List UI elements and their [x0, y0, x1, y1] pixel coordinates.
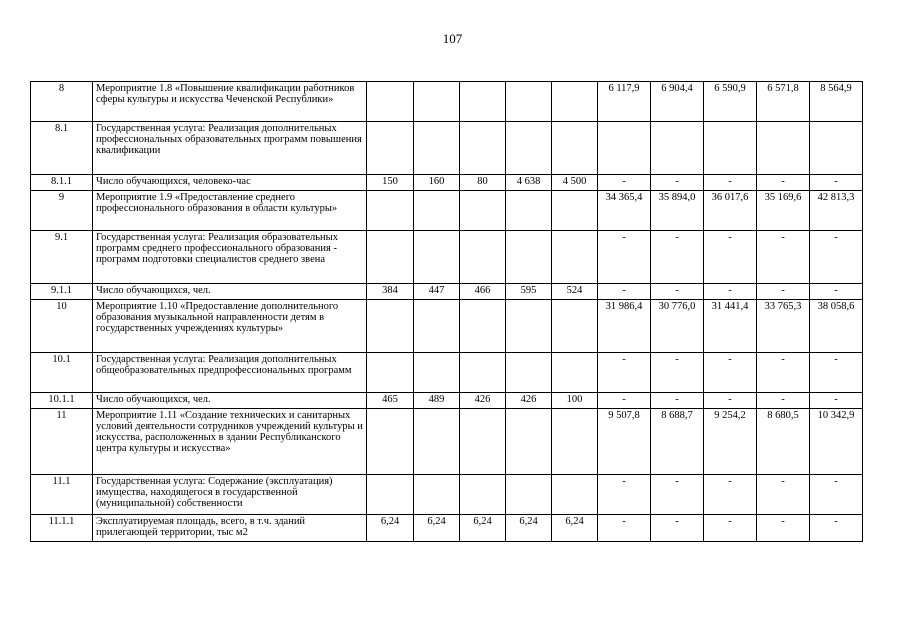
- funding-value: -: [651, 175, 704, 191]
- indicator-value: [367, 353, 414, 393]
- indicator-value: [414, 191, 460, 231]
- indicator-value: 160: [414, 175, 460, 191]
- funding-value: 6 117,9: [598, 82, 651, 122]
- funding-value: 35 169,6: [757, 191, 810, 231]
- row-name: Государственная услуга: Содержание (эксплуатация) имущества, находящегося в государственной (муниципальной) собственности: [93, 475, 367, 515]
- funding-value: -: [810, 284, 863, 300]
- table-row: [31, 82, 863, 122]
- row-number: 11.1.1: [31, 515, 93, 542]
- funding-value: -: [598, 393, 651, 409]
- table-row: [31, 175, 863, 191]
- row-name: Число обучающихся, чел.: [93, 393, 367, 409]
- funding-value: 6 590,9: [704, 82, 757, 122]
- funding-value: -: [704, 284, 757, 300]
- row-name: Число обучающихся, человеко-час: [93, 175, 367, 191]
- indicator-value: 4 500: [552, 175, 598, 191]
- row-name: Эксплуатируемая площадь, всего, в т.ч. зданий прилегающей территории, тыс м2: [93, 515, 367, 542]
- funding-value: -: [598, 175, 651, 191]
- funding-value: 8 564,9: [810, 82, 863, 122]
- funding-value: 34 365,4: [598, 191, 651, 231]
- funding-value: -: [598, 231, 651, 284]
- funding-value: 10 342,9: [810, 409, 863, 475]
- funding-value: -: [704, 353, 757, 393]
- indicator-value: 384: [367, 284, 414, 300]
- program-table: [30, 81, 863, 542]
- row-number: 9.1.1: [31, 284, 93, 300]
- funding-value: -: [651, 353, 704, 393]
- funding-value: 9 254,2: [704, 409, 757, 475]
- funding-value: -: [810, 175, 863, 191]
- indicator-value: 80: [460, 175, 506, 191]
- row-number: 8: [31, 82, 93, 122]
- funding-value: -: [598, 353, 651, 393]
- indicator-value: [506, 409, 552, 475]
- indicator-value: 6,24: [506, 515, 552, 542]
- table-row: [31, 122, 863, 175]
- page-number: 107: [442, 31, 463, 46]
- funding-value: -: [810, 353, 863, 393]
- indicator-value: 466: [460, 284, 506, 300]
- row-number: 9: [31, 191, 93, 231]
- indicator-value: [506, 475, 552, 515]
- indicator-value: [367, 300, 414, 353]
- indicator-value: 426: [460, 393, 506, 409]
- funding-value: -: [810, 515, 863, 542]
- funding-value: -: [704, 515, 757, 542]
- funding-value: -: [757, 515, 810, 542]
- funding-value: 8 688,7: [651, 409, 704, 475]
- indicator-value: [552, 353, 598, 393]
- row-number: 11.1: [31, 475, 93, 515]
- table-row: [31, 353, 863, 393]
- funding-value: -: [757, 284, 810, 300]
- indicator-value: [552, 231, 598, 284]
- funding-value: -: [651, 515, 704, 542]
- funding-value: 33 765,3: [757, 300, 810, 353]
- funding-value: 38 058,6: [810, 300, 863, 353]
- table-row: [31, 409, 863, 475]
- indicator-value: [552, 191, 598, 231]
- funding-value: -: [598, 284, 651, 300]
- indicator-value: [414, 353, 460, 393]
- funding-value: -: [651, 393, 704, 409]
- funding-value: -: [757, 393, 810, 409]
- indicator-value: [460, 475, 506, 515]
- funding-value: 31 441,4: [704, 300, 757, 353]
- funding-value: [757, 122, 810, 175]
- indicator-value: [552, 475, 598, 515]
- indicator-value: [506, 231, 552, 284]
- funding-value: -: [598, 515, 651, 542]
- funding-value: [704, 122, 757, 175]
- funding-value: -: [757, 353, 810, 393]
- indicator-value: [552, 122, 598, 175]
- indicator-value: [414, 300, 460, 353]
- funding-value: -: [651, 231, 704, 284]
- indicator-value: [367, 475, 414, 515]
- funding-value: -: [651, 284, 704, 300]
- indicator-value: [506, 353, 552, 393]
- indicator-value: [414, 231, 460, 284]
- funding-value: -: [757, 175, 810, 191]
- indicator-value: 6,24: [460, 515, 506, 542]
- row-number: 10.1.1: [31, 393, 93, 409]
- indicator-value: [367, 122, 414, 175]
- funding-value: -: [704, 393, 757, 409]
- funding-value: -: [704, 475, 757, 515]
- funding-value: -: [810, 393, 863, 409]
- funding-value: -: [810, 475, 863, 515]
- indicator-value: [414, 82, 460, 122]
- funding-value: 6 904,4: [651, 82, 704, 122]
- funding-value: -: [651, 475, 704, 515]
- indicator-value: [460, 191, 506, 231]
- table-row: [31, 191, 863, 231]
- indicator-value: [460, 122, 506, 175]
- indicator-value: 426: [506, 393, 552, 409]
- table-row: [31, 515, 863, 542]
- indicator-value: 6,24: [414, 515, 460, 542]
- indicator-value: [506, 82, 552, 122]
- funding-value: 31 986,4: [598, 300, 651, 353]
- indicator-value: 6,24: [367, 515, 414, 542]
- indicator-value: 6,24: [552, 515, 598, 542]
- row-name: Мероприятие 1.10 «Предоставление дополнительного образования музыкальной направленности детям в государственных учреждениях культуры»: [93, 300, 367, 353]
- indicator-value: [506, 191, 552, 231]
- indicator-value: [460, 231, 506, 284]
- funding-value: -: [810, 231, 863, 284]
- funding-value: 36 017,6: [704, 191, 757, 231]
- row-name: Число обучающихся, чел.: [93, 284, 367, 300]
- funding-value: -: [757, 231, 810, 284]
- table-row: [31, 284, 863, 300]
- indicator-value: [367, 191, 414, 231]
- funding-value: 6 571,8: [757, 82, 810, 122]
- row-name: Мероприятие 1.9 «Предоставление среднего профессионального образования в области культуры»: [93, 191, 367, 231]
- row-name: Мероприятие 1.11 «Создание технических и санитарных условий деятельности сотрудников учреждений культуры и искусства, расположенных в здании Республиканского центра культуры и искусства»: [93, 409, 367, 475]
- row-number: 8.1.1: [31, 175, 93, 191]
- table-row: [31, 475, 863, 515]
- row-name: Государственная услуга: Реализация дополнительных общеобразовательных предпрофессиональных программ: [93, 353, 367, 393]
- funding-value: 30 776,0: [651, 300, 704, 353]
- indicator-value: 595: [506, 284, 552, 300]
- indicator-value: 447: [414, 284, 460, 300]
- funding-value: 8 680,5: [757, 409, 810, 475]
- indicator-value: [367, 82, 414, 122]
- funding-value: [810, 122, 863, 175]
- table-body: [31, 82, 863, 542]
- table-row: [31, 231, 863, 284]
- row-number: 8.1: [31, 122, 93, 175]
- row-name: Государственная услуга: Реализация образовательных программ среднего профессионального образования - программ подготовки специалистов среднего звена: [93, 231, 367, 284]
- row-name: Государственная услуга: Реализация дополнительных профессиональных образовательных программ повышения квалификации: [93, 122, 367, 175]
- funding-value: 42 813,3: [810, 191, 863, 231]
- funding-value: [598, 122, 651, 175]
- funding-value: -: [598, 475, 651, 515]
- indicator-value: [460, 409, 506, 475]
- indicator-value: 4 638: [506, 175, 552, 191]
- row-name: Мероприятие 1.8 «Повышение квалификации работников сферы культуры и искусства Чеченской Республики»: [93, 82, 367, 122]
- funding-value: 9 507,8: [598, 409, 651, 475]
- indicator-value: [414, 409, 460, 475]
- indicator-value: [414, 122, 460, 175]
- indicator-value: [460, 353, 506, 393]
- row-number: 10: [31, 300, 93, 353]
- indicator-value: [367, 409, 414, 475]
- funding-value: 35 894,0: [651, 191, 704, 231]
- row-number: 9.1: [31, 231, 93, 284]
- indicator-value: 465: [367, 393, 414, 409]
- indicator-value: [460, 82, 506, 122]
- indicator-value: 100: [552, 393, 598, 409]
- row-number: 11: [31, 409, 93, 475]
- funding-value: -: [704, 175, 757, 191]
- indicator-value: [552, 82, 598, 122]
- table-row: [31, 393, 863, 409]
- indicator-value: [414, 475, 460, 515]
- funding-value: -: [757, 475, 810, 515]
- indicator-value: 150: [367, 175, 414, 191]
- funding-value: [651, 122, 704, 175]
- indicator-value: [552, 409, 598, 475]
- indicator-value: 524: [552, 284, 598, 300]
- indicator-value: [506, 122, 552, 175]
- table-row: [31, 300, 863, 353]
- indicator-value: [506, 300, 552, 353]
- funding-value: -: [704, 231, 757, 284]
- indicator-value: [367, 231, 414, 284]
- row-number: 10.1: [31, 353, 93, 393]
- indicator-value: [460, 300, 506, 353]
- indicator-value: 489: [414, 393, 460, 409]
- indicator-value: [552, 300, 598, 353]
